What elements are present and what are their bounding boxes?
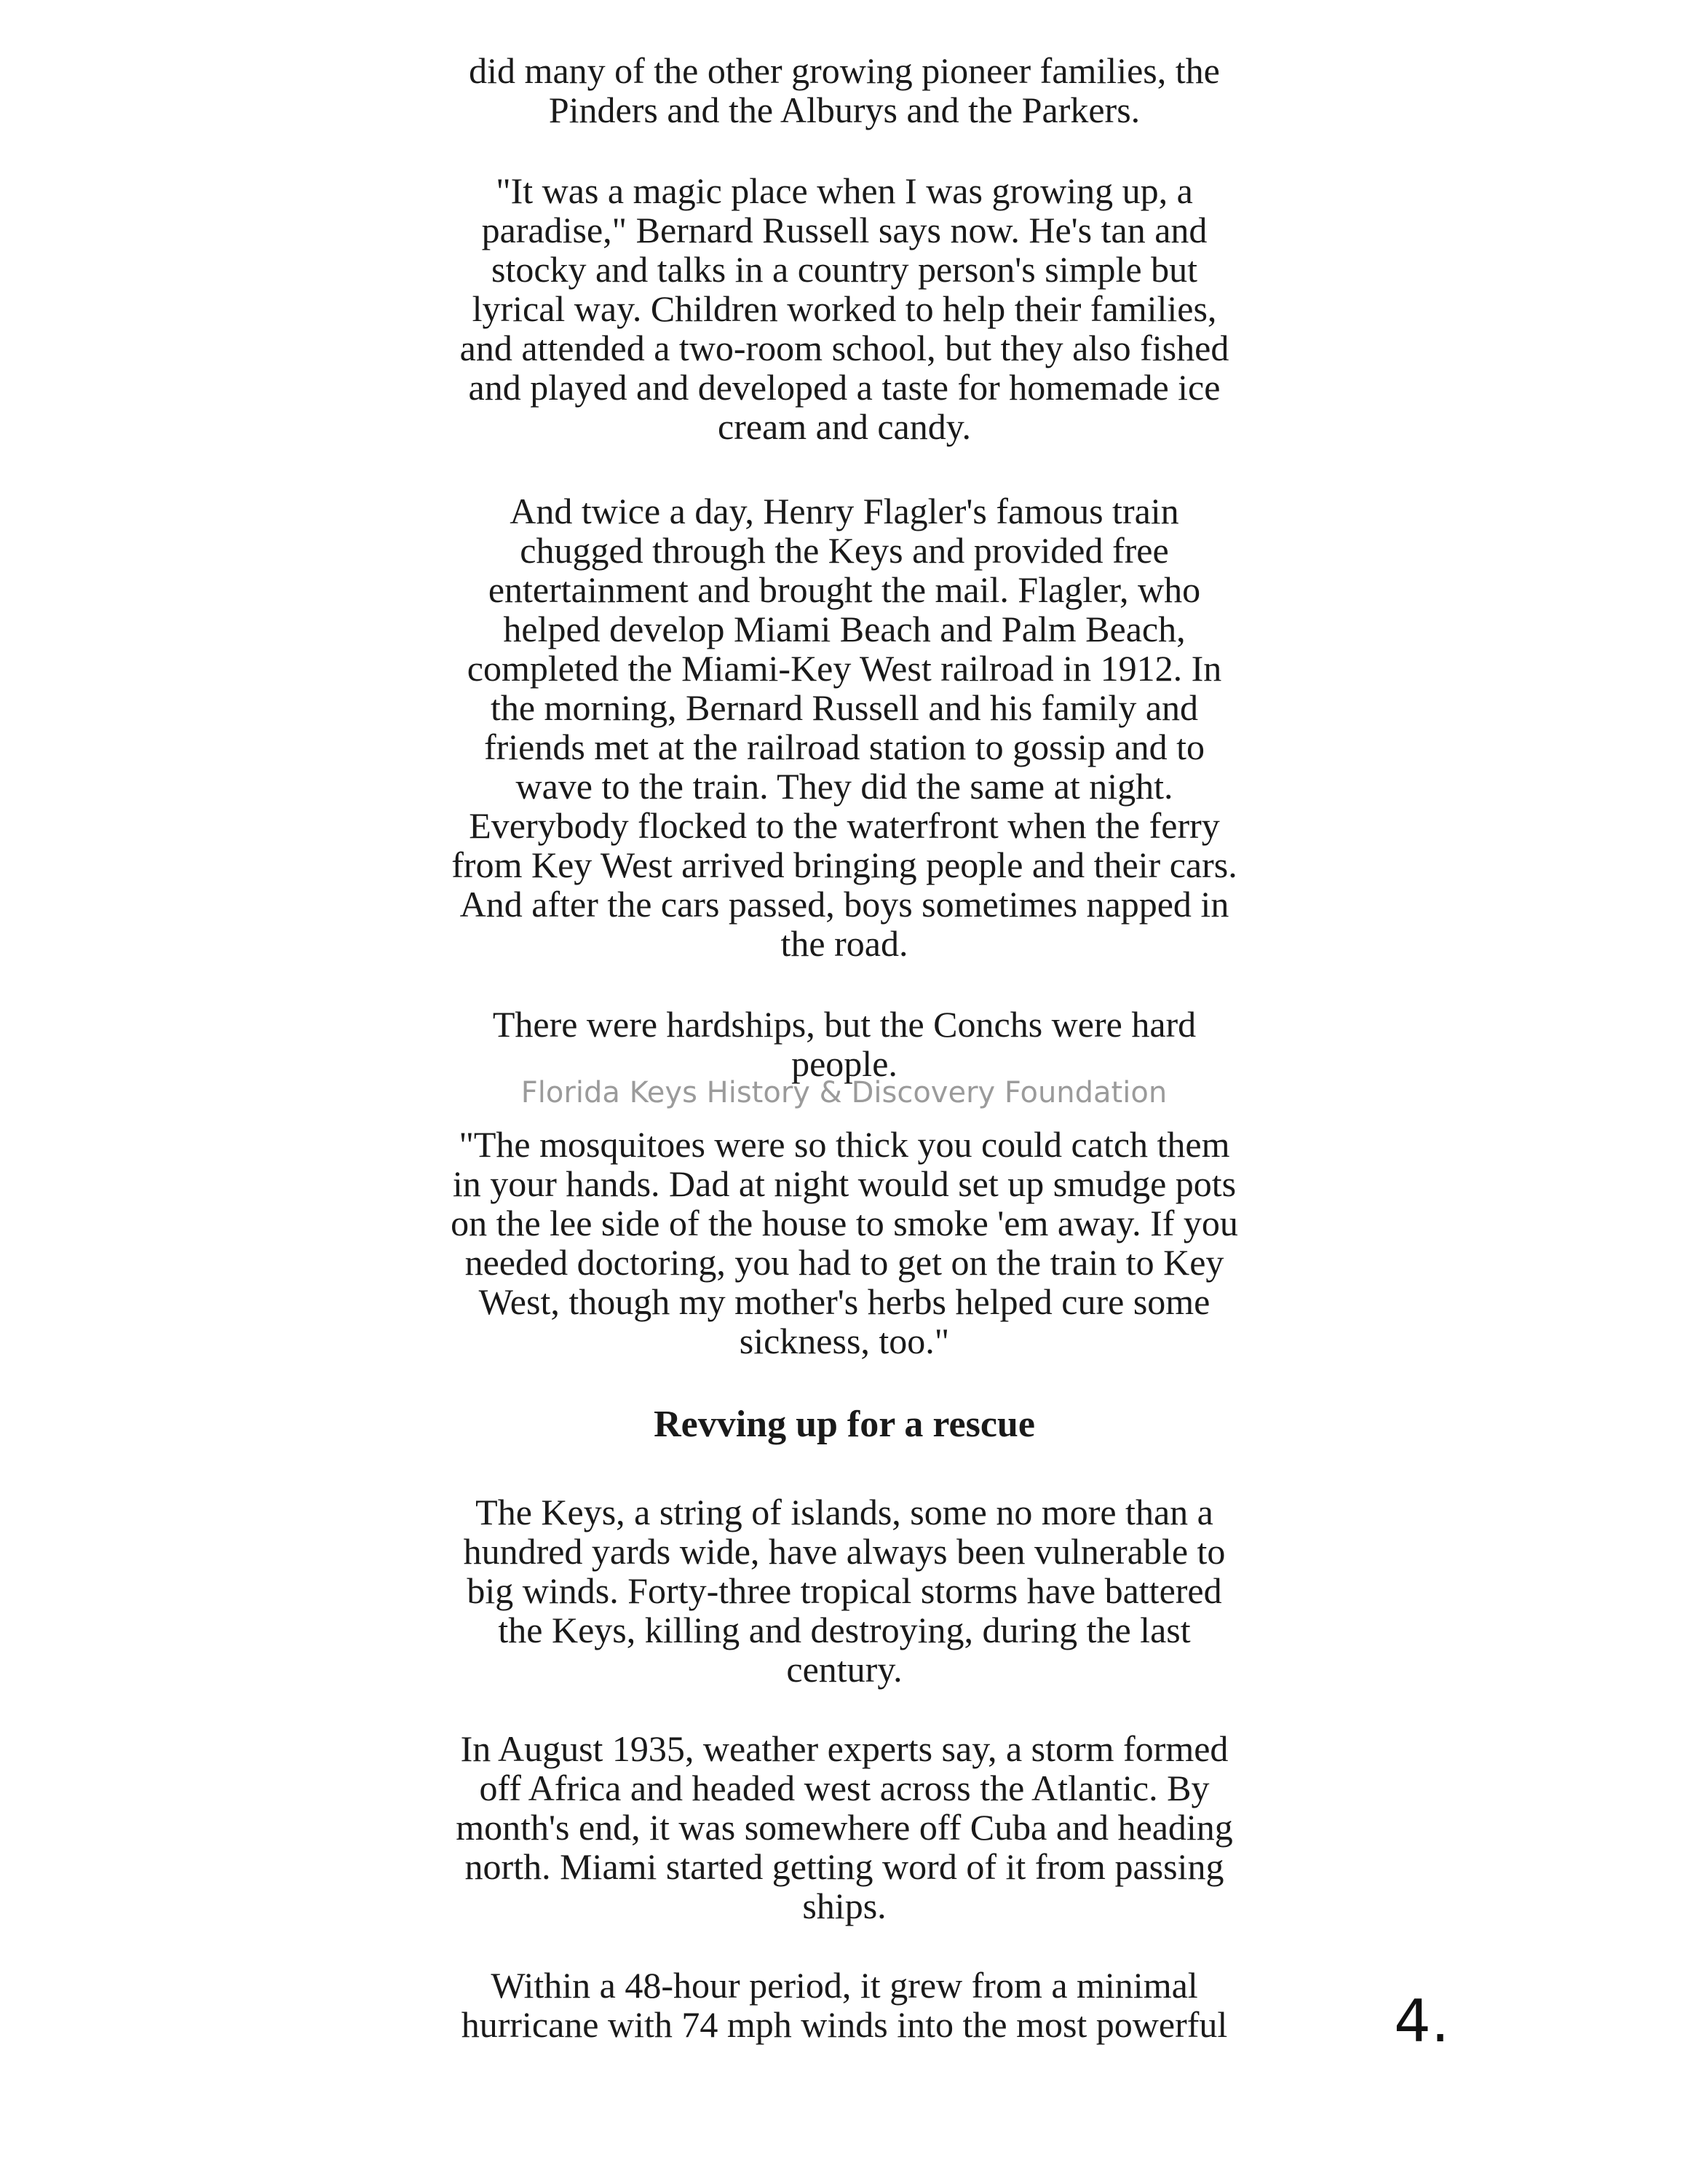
page-number: 4.: [1394, 1987, 1450, 2055]
paragraph-48-hour-period: Within a 48-hour period, it grew from a minimal hurricane with 74 mph winds into the most powerful: [461, 1965, 1228, 2045]
paragraph-august-1935: In August 1935, weather experts say, a storm formed off Africa and headed west across the Atlantic. By month's end, it was somewhere off Cuba and heading north. Miami started getting word of it from passing ships.: [456, 1728, 1233, 1926]
paragraph-keys-storms: The Keys, a string of islands, some no more than a hundred yards wide, have always been vulnerable to big winds. Forty-three tropical storms have battered the Keys, killing and destroying, during the last century.: [463, 1492, 1226, 1690]
section-heading: Revving up for a rescue: [654, 1404, 1035, 1445]
paragraph-pioneer-families: did many of the other growing pioneer families, the Pinders and the Alburys and the Parkers.: [469, 50, 1220, 130]
paragraph-magic-place-quote: "It was a magic place when I was growing up, a paradise," Bernard Russell says now. He's tan and stocky and talks in a country person's simple but lyrical way. Children worked to help their families, and attended a two-room school, but they also fished and played and developed a taste for homemade ice cream and candy.: [459, 170, 1229, 447]
paragraph-hardships: There were hardships, but the Conchs were hard people.: [492, 1004, 1197, 1084]
paragraph-mosquitoes-quote: "The mosquitoes were so thick you could catch them in your hands. Dad at night would set up smudge pots on the lee side of the house to smoke 'em away. If you needed doctoring, you had to get on the train to Key West, though my mother's herbs helped cure some sickness, too.": [451, 1124, 1238, 1361]
paragraph-flagler-train: And twice a day, Henry Flagler's famous train chugged through the Keys and provided free entertainment and brought the mail. Flagler, who helped develop Miami Beach and Palm Beach, completed the Miami-Key West railroad in 1912. In the morning, Bernard Russell and his family and friends met at the railroad station to gossip and to wave to the train. They did the same at night. Everybody flocked to the waterfront when the ferry from Key West arrived bringing people and their cars. And after the cars passed, boys sometimes napped in the road.: [451, 491, 1237, 964]
watermark-text: Florida Keys History & Discovery Foundation: [520, 1076, 1168, 1109]
